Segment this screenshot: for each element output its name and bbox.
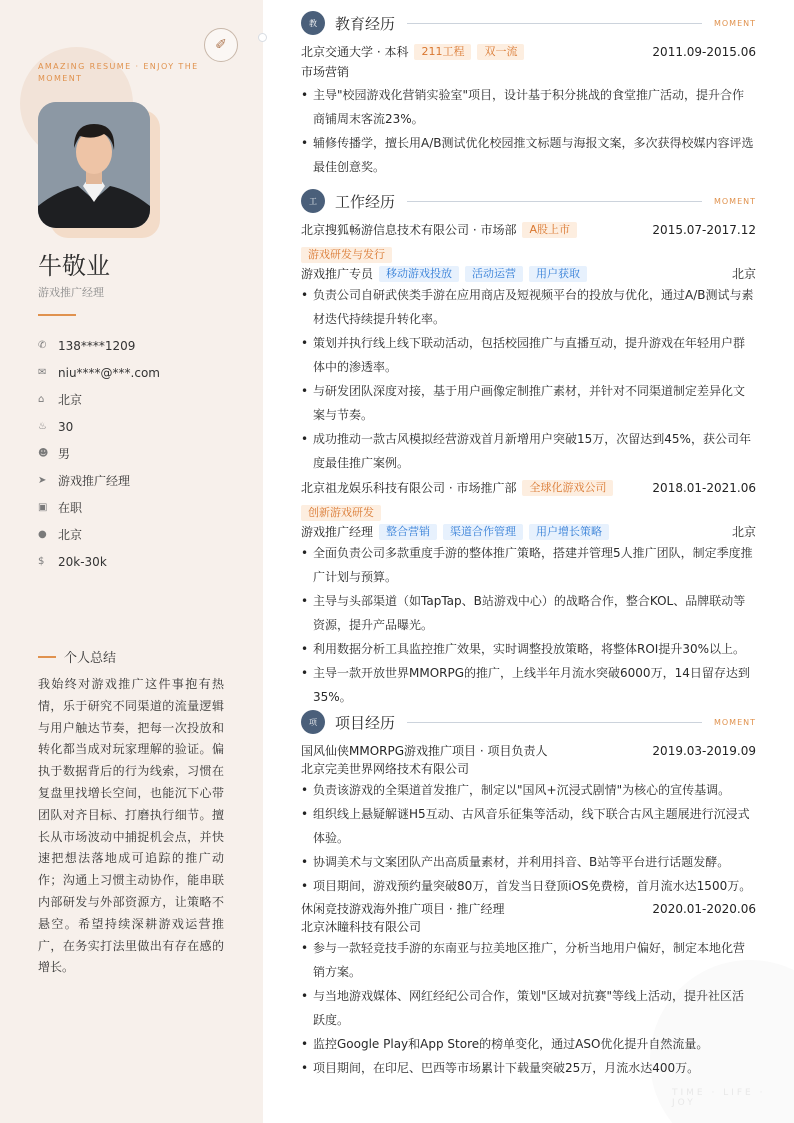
section-header <box>301 189 756 213</box>
profile-photo <box>38 102 150 228</box>
tagline: AMAZING RESUME · ENJOY THE MOMENT <box>38 62 199 83</box>
contact-value: 在职 <box>58 501 83 515</box>
contact-item <box>38 359 160 386</box>
job-date: 2015.07-2017.12 <box>652 223 756 237</box>
section-header <box>301 710 756 734</box>
candidate-role: 游戏推广经理 <box>38 286 104 299</box>
bullet-item: • 主导"校园游戏化营销实验室"项目，设计基于积分挑战的食堂推广活动，提升合作商铺周末客流23%。 <box>301 83 756 131</box>
section-rule <box>407 23 702 24</box>
feather-icon: ✐ <box>204 28 238 62</box>
cake-icon: ♨ <box>38 421 47 432</box>
position-tag: 渠道合作管理 <box>443 524 523 540</box>
company-name: 北京搜狐畅游信息技术有限公司 · 市场部 <box>301 223 517 237</box>
heading-accent <box>38 656 56 658</box>
contact-value: 男 <box>58 447 71 461</box>
project-company: 北京沐瞳科技有限公司 <box>301 920 422 934</box>
section-title: 教育经历 <box>335 14 396 33</box>
job-bullets <box>301 283 756 475</box>
section-tag: MOMENT <box>713 196 756 206</box>
bullet-item: • 负责该游戏的全渠道首发推广，制定以"国风+沉浸式剧情"为核心的宣传基调。 <box>301 778 756 802</box>
job-city: 北京 <box>731 267 756 281</box>
mail-icon: ✉ <box>38 367 47 378</box>
contact-value: 北京 <box>58 528 83 542</box>
contact-item <box>38 332 160 359</box>
education-date: 2011.09-2015.06 <box>652 45 756 59</box>
contact-value: 20k-30k <box>58 554 107 569</box>
job-bullets <box>301 541 756 709</box>
summary-text: 我始终对游戏推广这件事抱有热情，乐于研究不同渠道的流量逻辑与用户触达节奏，把每一次投放和转化都当成对玩家理解的验证。偏执于数据背后的行为线索，习惯在复盘里找增长空间，也能沉下心带团队对齐目标、打磨执行细节。擅长从市场波动中捕捉机会点，并快速把想法落地成可追踪的推广动作；沟通上习惯主动协作，能串联内部研发与外部资源方，让策略不悬空。希望持续深耕游戏运营推广，在务实打法里做出有存在感的增长。 <box>38 677 224 975</box>
bullet-item: • 利用数据分析工具监控推广效果，实时调整投放策略，将整体ROI提升30%以上。 <box>301 637 756 661</box>
bullet-item: • 负责公司自研武侠类手游在应用商店及短视频平台的投放与优化，通过A/B测试与素材迭代持续提升转化率。 <box>301 283 756 331</box>
job-city: 北京 <box>731 525 756 539</box>
education-bullets <box>301 83 756 179</box>
section-badge: 项 <box>301 710 325 734</box>
candidate-name: 牛敬业 <box>38 252 110 280</box>
send-icon: ➤ <box>38 475 47 486</box>
position-tag: 移动游戏投放 <box>379 266 459 282</box>
briefcase-icon: ▣ <box>38 502 48 513</box>
bullet-item: • 项目期间，在印尼、巴西等市场累计下载量突破25万，月流水达400万。 <box>301 1056 756 1080</box>
bullet-item: • 主导与头部渠道（如TapTap、B站游戏中心）的战略合作，整合KOL、品牌联动等资源，提升产品曝光。 <box>301 589 756 637</box>
contact-item <box>38 521 160 548</box>
project-name: 国风仙侠MMORPG游戏推广项目 · 项目负责人 <box>301 744 548 758</box>
home-icon: ⌂ <box>38 394 45 405</box>
contact-list <box>38 332 160 575</box>
contact-item <box>38 413 160 440</box>
section-title: 项目经历 <box>335 713 396 732</box>
watermark: TIME · LIFE · JOY <box>672 1088 766 1108</box>
projects-section <box>301 710 756 1080</box>
section-badge: 工 <box>301 189 325 213</box>
section-rule <box>407 722 702 723</box>
summary-title: 个人总结 <box>64 651 117 666</box>
job-date: 2018.01-2021.06 <box>652 481 756 495</box>
contact-item <box>38 386 160 413</box>
section-title: 工作经历 <box>335 192 396 211</box>
project-date: 2020.01-2020.06 <box>652 902 756 916</box>
company-tag: 游戏研发与发行 <box>301 247 392 263</box>
bullet-item: • 组织线上悬疑解谜H5互动、古风音乐征集等活动，线下联合古风主题展进行沉浸式体验。 <box>301 802 756 850</box>
bullet-item: • 项目期间，游戏预约量突破80万，首发当日登顶iOS免费榜，首月流水达1500万。 <box>301 874 756 898</box>
decorative-dot <box>258 33 267 42</box>
school-tag: 双一流 <box>477 44 524 60</box>
education-row <box>301 43 756 61</box>
project-row <box>301 742 756 760</box>
contact-value: 游戏推广经理 <box>58 474 131 488</box>
school-tag: 211工程 <box>414 44 471 60</box>
contact-value: niu****@***.com <box>58 365 160 380</box>
contact-item <box>38 494 160 521</box>
bullet-item: • 辅修传播学，擅长用A/B测试优化校园推文标题与海报文案，多次获得校媒内容评选最佳创意奖。 <box>301 131 756 179</box>
position-tag: 活动运营 <box>465 266 523 282</box>
phone-icon: ✆ <box>38 340 47 351</box>
position-tag: 整合营销 <box>379 524 437 540</box>
position-tag: 用户增长策略 <box>529 524 609 540</box>
company-name: 北京祖龙娱乐科技有限公司 · 市场推广部 <box>301 481 517 495</box>
position-tag: 用户获取 <box>529 266 587 282</box>
bullet-item: • 监控Google Play和App Store的榜单变化，通过ASO优化提升自然流量。 <box>301 1032 756 1056</box>
gender-icon: ☻ <box>38 448 49 459</box>
work-section <box>301 189 756 709</box>
section-tag: MOMENT <box>713 18 756 28</box>
company-tag: 创新游戏研发 <box>301 505 381 521</box>
summary-heading <box>38 647 116 666</box>
project-bullets <box>301 778 756 898</box>
bullet-item: • 全面负责公司多款重度手游的整体推广策略，搭建并管理5人推广团队，制定季度推广计划与预算。 <box>301 541 756 589</box>
project-name: 休闲竞技游戏海外推广项目 · 推广经理 <box>301 902 505 916</box>
section-badge: 教 <box>301 11 325 35</box>
school-name: 北京交通大学 · 本科 <box>301 45 409 59</box>
contact-value: 138****1209 <box>58 338 136 353</box>
project-bullets <box>301 936 756 1080</box>
contact-value: 北京 <box>58 393 83 407</box>
divider <box>38 314 76 316</box>
major: 市场营销 <box>301 65 350 79</box>
project-row <box>301 900 756 918</box>
location-icon: ● <box>38 529 47 540</box>
education-section <box>301 11 756 179</box>
position-title: 游戏推广经理 <box>301 525 374 539</box>
bullet-item: • 协调美术与文案团队产出高质量素材，并利用抖音、B站等平台进行话题发酵。 <box>301 850 756 874</box>
project-company: 北京完美世界网络技术有限公司 <box>301 762 470 776</box>
contact-item <box>38 467 160 494</box>
job-position-row <box>301 265 756 283</box>
job-company-row <box>301 479 756 497</box>
company-tag: 全球化游戏公司 <box>522 480 613 496</box>
bullet-item: • 与当地游戏媒体、网红经纪公司合作，策划"区域对抗赛"等线上活动，提升社区活跃度。 <box>301 984 756 1032</box>
section-rule <box>407 201 702 202</box>
contact-value: 30 <box>58 419 74 434</box>
section-tag: MOMENT <box>713 717 756 727</box>
bullet-item: • 参与一款轻竞技手游的东南亚与拉美地区推广，分析当地用户偏好，制定本地化营销方案。 <box>301 936 756 984</box>
company-tag: A股上市 <box>522 222 577 238</box>
sidebar <box>0 0 263 1123</box>
bullet-item: • 主导一款开放世界MMORPG的推广，上线半年月流水突破6000万，14日留存达到35%。 <box>301 661 756 709</box>
bullet-item: • 与研发团队深度对接，基于用户画像定制推广素材，并针对不同渠道制定差异化文案与节奏。 <box>301 379 756 427</box>
contact-item <box>38 440 160 467</box>
contact-item <box>38 548 160 575</box>
job-company-row <box>301 221 756 239</box>
bullet-item: • 策划并执行线上线下联动活动，包括校园推广与直播互动，提升游戏在年轻用户群体中的渗透率。 <box>301 331 756 379</box>
section-header <box>301 11 756 35</box>
bullet-item: • 成功推动一款古风模拟经营游戏首月新增用户突破15万，次留达到45%，获公司年度最佳推广案例。 <box>301 427 756 475</box>
position-title: 游戏推广专员 <box>301 267 374 281</box>
job-position-row <box>301 523 756 541</box>
project-date: 2019.03-2019.09 <box>652 744 756 758</box>
salary-icon: $ <box>38 556 45 567</box>
